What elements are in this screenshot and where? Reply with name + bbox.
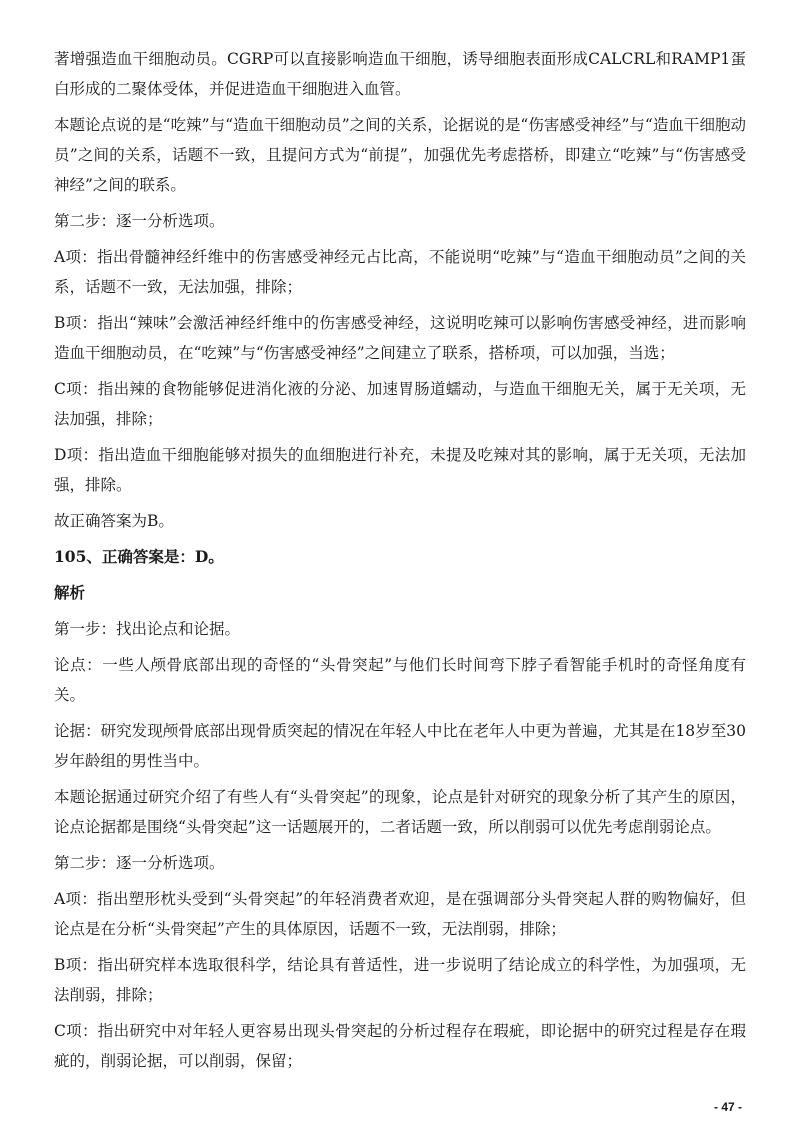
option-b-analysis: B项：指出研究样本选取很科学，结论具有普适性，进一步说明了结论成立的科学性，为加强项，无法削弱，排除； (54, 956, 746, 1004)
option-b-analysis: B项：指出“辣味”会激活神经纤维中的伤害感受神经，这说明吃辣可以影响伤害感受神经，进而影响造血干细胞动员，在“吃辣”与“伤害感受神经”之间建立了联系，搭桥项，可以加强，当选； (54, 314, 746, 362)
paragraph: 本题论点说的是“吃辣”与“造血干细胞动员”之间的关系，论据说的是“伤害感受神经”与“造血干细胞动员”之间的关系，话题不一致，且提问方式为“前提”，加强优先考虑搭桥，即建立“吃辣”与“伤害感受神经”之间的联系。 (54, 116, 746, 194)
page-number: - 47 - (713, 1100, 742, 1114)
option-d-analysis: D项：指出造血干细胞能够对损失的血细胞进行补充，未提及吃辣对其的影响，属于无关项，无法加强，排除。 (54, 446, 746, 494)
step-heading: 第二步：逐一分析选项。 (54, 854, 225, 872)
argument-claim: 论点：一些人颅骨底部出现的奇怪的“头骨突起”与他们长时间弯下脖子看智能手机时的奇怪角度有关。 (54, 656, 746, 704)
answer-conclusion: 故正确答案为B。 (54, 512, 174, 530)
analysis-heading: 解析 (54, 583, 86, 602)
option-a-analysis: A项：指出塑形枕头受到“头骨突起”的年轻消费者欢迎，是在强调部分头骨突起人群的购物偏好，但论点是在分析“头骨突起”产生的具体原因，话题不一致，无法削弱，排除； (54, 890, 746, 938)
document-page (54, 44, 746, 1082)
option-c-analysis: C项：指出辣的食物能够促进消化液的分泌、加速胃肠道蠕动，与造血干细胞无关，属于无关项，无法加强，排除； (54, 380, 746, 428)
option-a-analysis: A项：指出骨髓神经纤维中的伤害感受神经元占比高，不能说明“吃辣”与“造血干细胞动员”之间的关系，话题不一致，无法加强，排除； (54, 248, 746, 296)
step-heading: 第二步：逐一分析选项。 (54, 212, 225, 230)
step-heading: 第一步：找出论点和论据。 (54, 620, 241, 638)
question-answer-heading: 105、正确答案是：D。 (54, 547, 224, 566)
option-c-analysis: C项：指出研究中对年轻人更容易出现头骨突起的分析过程存在瑕疵，即论据中的研究过程是存在瑕疵的，削弱论据，可以削弱，保留； (54, 1022, 746, 1070)
paragraph: 著增强造血干细胞动员。CGRP可以直接影响造血干细胞，诱导细胞表面形成CALCRL和RAMP1蛋白形成的二聚体受体，并促进造血干细胞进入血管。 (54, 50, 746, 98)
paragraph: 本题论据通过研究介绍了有些人有“头骨突起”的现象，论点是针对研究的现象分析了其产生的原因，论点论据都是围绕“头骨突起”这一话题展开的，二者话题一致，所以削弱可以优先考虑削弱论点。 (54, 788, 746, 836)
argument-evidence: 论据：研究发现颅骨底部出现骨质突起的情况在年轻人中比在老年人中更为普遍，尤其是在18岁至30岁年龄组的男性当中。 (54, 722, 746, 770)
